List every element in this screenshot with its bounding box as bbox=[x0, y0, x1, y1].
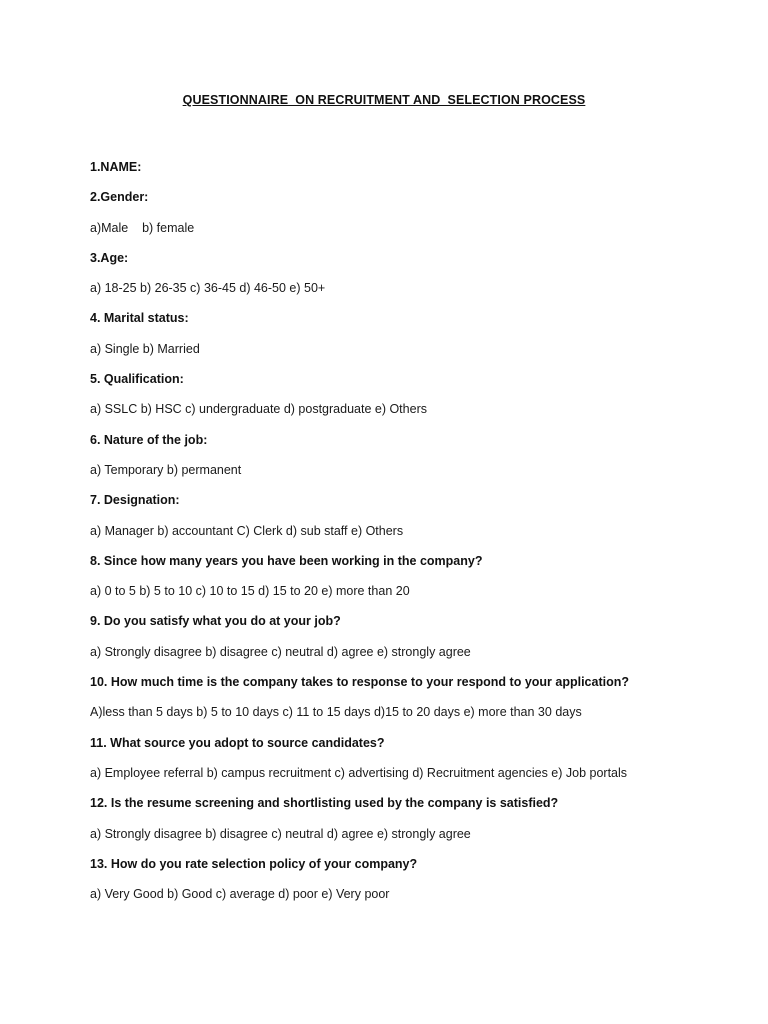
answer-options-line: a) Single b) Married bbox=[90, 341, 200, 356]
answer-options-line: a)Male b) female bbox=[90, 220, 195, 235]
question-line: 12. Is the resume screening and shortlisting used by the company is satisfied? bbox=[90, 796, 559, 811]
answer-options-line: a) Temporary b) permanent bbox=[90, 462, 242, 477]
question-line: 13. How do you rate selection policy of your company? bbox=[90, 856, 418, 871]
question-line: 6. Nature of the job: bbox=[90, 432, 208, 447]
questionnaire-body bbox=[90, 158, 730, 915]
question-line: 8. Since how many years you have been working in the company? bbox=[90, 553, 483, 568]
answer-options-line: a) 18-25 b) 26-35 c) 36-45 d) 46-50 e) 50+ bbox=[90, 281, 326, 296]
answer-options-line: a) SSLC b) HSC c) undergraduate d) postgraduate e) Others bbox=[90, 402, 427, 417]
answer-options-line: a) Very Good b) Good c) average d) poor e) Very poor bbox=[90, 887, 390, 902]
answer-options-line: A)less than 5 days b) 5 to 10 days c) 11 to 15 days d)15 to 20 days e) more than 30 days bbox=[90, 705, 582, 720]
answer-options-line: a) Strongly disagree b) disagree c) neutral d) agree e) strongly agree bbox=[90, 826, 471, 841]
answer-options-line: a) Employee referral b) campus recruitment c) advertising d) Recruitment agencies e) Job portals bbox=[90, 765, 628, 780]
question-line: 1.NAME: bbox=[90, 160, 142, 174]
document-title: QUESTIONNAIRE ON RECRUITMENT AND SELECTION PROCESS bbox=[182, 93, 586, 107]
question-line: 11. What source you adopt to source candidates? bbox=[90, 735, 385, 750]
answer-options-line: a) Manager b) accountant C) Clerk d) sub staff e) Others bbox=[90, 523, 404, 538]
answer-options-line: a) Strongly disagree b) disagree c) neutral d) agree e) strongly agree bbox=[90, 644, 471, 659]
question-line: 9. Do you satisfy what you do at your job? bbox=[90, 614, 341, 629]
question-line: 5. Qualification: bbox=[90, 372, 184, 387]
question-line: 3.Age: bbox=[90, 250, 129, 265]
question-line: 2.Gender: bbox=[90, 190, 149, 205]
answer-options-line: a) 0 to 5 b) 5 to 10 c) 10 to 15 d) 15 to 20 e) more than 20 bbox=[90, 584, 410, 599]
question-line: 10. How much time is the company takes to response to your respond to your application? bbox=[90, 675, 629, 690]
question-line: 4. Marital status: bbox=[90, 311, 189, 326]
question-line: 7. Designation: bbox=[90, 493, 180, 508]
